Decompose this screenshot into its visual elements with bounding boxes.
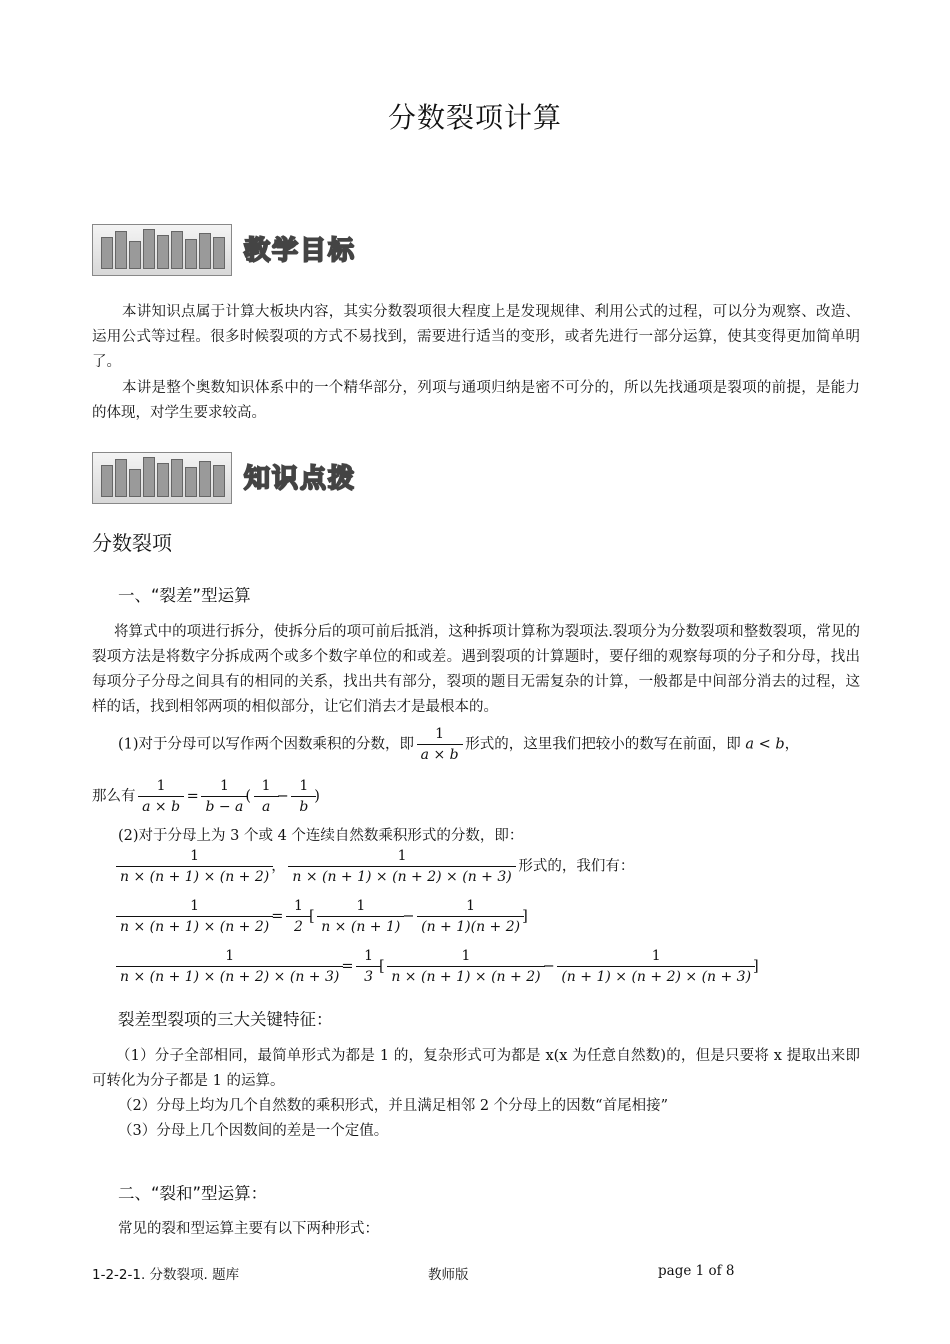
fraction: $\frac{1}{(n + 1) \times (n + 2) \times (n + 3)}$ <box>561 946 751 987</box>
intro-paragraph-2: 本讲是整个奥数知识体系中的一个精华部分，列项与通项归纳是密不可分的，所以先找通项是裂项的前提，是能力的体现，对学生要求较高。 <box>92 380 860 421</box>
fraction: $\frac{1}{(n + 1)(n + 2)}$ <box>421 896 520 937</box>
fraction: $\frac{1}{n \times (n + 1)}$ <box>321 896 400 937</box>
footer-doc-name: 1-2-2-1. 分数裂项. 题库 <box>92 1267 240 1283</box>
key-feature-3: （3）分母上几个因数间的差是一个定值。 <box>118 1123 389 1139</box>
rule-2-forms: $\frac{1}{n \times (n + 1) \times (n + 2)}$ ， $\frac{1}{n \times (n + 1) \times (n + 2) \times (n + 3)}$ 形式的，我们有： <box>118 846 634 887</box>
fraction: $\frac{1}{n \times (n + 1) \times (n + 2)}$ <box>120 846 269 887</box>
fraction: $\frac{1}{a}$ <box>258 776 275 817</box>
formula-3-terms: $\frac{1}{n \times (n + 1) \times (n + 2)}$ = $\frac{1}{2}$ [ $\frac{1}{n \times (n + 1)}$ − $\frac{1}{(n + 1)(n + 2)}$ ] <box>118 896 528 937</box>
fraction: $\frac{1}{n \times (n + 1) \times (n + 2) \times (n + 3)}$ <box>120 946 339 987</box>
rule-2-text-b: 形式的，我们有： <box>518 858 635 875</box>
fraction: $\frac{1}{b}$ <box>295 776 312 817</box>
books-icon <box>92 452 232 504</box>
rule-1-text-a: (1)对于分母可以写作两个因数乘积的分数，即 <box>118 736 415 753</box>
footer-edition: 教师版 <box>428 1267 469 1283</box>
key-features-title: 裂差型裂项的三大关键特征： <box>118 1010 333 1029</box>
subsection-title-sum: 二、“裂和”型运算： <box>118 1184 268 1203</box>
subsection-title-difference: 一、“裂差”型运算 <box>118 586 251 605</box>
banner-label: 知识点拨 <box>244 464 357 494</box>
fraction: $\frac{1}{2}$ <box>290 896 307 937</box>
banner-label: 教学目标 <box>244 236 357 266</box>
rule-1-lead: 那么有 <box>92 788 136 805</box>
key-feature-2: （2）分母上均为几个自然数的乘积形式，并且满足相邻 2 个分母上的因数“首尾相接” <box>118 1098 668 1114</box>
books-icon <box>92 224 232 276</box>
fraction: $\frac{1}{b - a}$ <box>205 776 243 817</box>
formula-4-terms: $\frac{1}{n \times (n + 1) \times (n + 2) \times (n + 3)}$ = $\frac{1}{3}$ [ $\frac{1}{n \times (n + 1) \times (n + 2)}$ − $\frac{1}{(n + 1) \times (n + 2) \times (n + 3)}$ ] <box>118 946 759 987</box>
fraction: $\frac{1}{n \times (n + 1) \times (n + 2) \times (n + 3)}$ <box>292 846 511 887</box>
fraction: $\frac{1}{n \times (n + 1) \times (n + 2)}$ <box>391 946 540 987</box>
difference-paragraph: 将算式中的项进行拆分，使拆分后的项可前后抵消，这种拆项计算称为裂项法.裂项分为分数裂项和整数裂项，常见的裂项方法是将数字分拆成两个或多个数字单位的和或差。遇到裂项的计算题时，要仔细的观察每项的分子和分母，找出每项分子分母之间具有的相同的关系，找出共有部分，裂项的题目无需复杂的计算，一般都是中间部分消去的过程，这样的话，找到相邻两项的相似部分，让它们消去才是最根本的。 <box>92 624 860 715</box>
rule-2-text: (2)对于分母上为 3 个或 4 个连续自然数乘积形式的分数，即： <box>118 828 524 844</box>
section-banner-teaching-goals <box>92 224 382 276</box>
rule-1-formula: 那么有 $\frac{1}{a \times b}$ = $\frac{1}{b - a}$ ( $\frac{1}{a}$ − $\frac{1}{b}$ ) <box>92 778 320 815</box>
page-title: 分数裂项计算 <box>387 101 562 134</box>
fraction: $\frac{1}{3}$ <box>360 946 377 987</box>
intro-paragraph-1: 本讲知识点属于计算大板块内容，其实分数裂项很大程度上是发现规律、利用公式的过程，可以分为观察、改造、运用公式等过程。很多时候裂项的方式不易找到，需要进行适当的变形，或者先进行一部分运算，使其变得更加简单明了。 <box>92 304 860 370</box>
fraction: $\frac{1}{a \times b}$ <box>142 776 180 817</box>
section-title: 分数裂项 <box>92 531 172 555</box>
section-banner-knowledge-points <box>92 452 382 504</box>
key-feature-1: （1）分子全部相同，最简单形式为都是 1 的，复杂形式可为都是 x(x 为任意自然数)的，但是只要将 x 提取出来即可转化为分子都是 1 的运算。 <box>92 1048 860 1089</box>
rule-1-text-b: 形式的，这里我们把较小的数写在前面，即 <box>465 736 741 753</box>
rule-1-condition: a < b <box>745 736 785 753</box>
fraction: $\frac{1}{n \times (n + 1) \times (n + 2)}$ <box>120 896 269 937</box>
sum-paragraph: 常见的裂和型运算主要有以下两种形式： <box>118 1221 379 1237</box>
footer-page-number: page 1 of 8 <box>658 1263 735 1279</box>
fraction-1-over-axb: $\frac{1}{a \times b}$ <box>421 724 459 765</box>
rule-1: (1)对于分母可以写作两个因数乘积的分数，即 $\frac{1}{a \times b}$ 形式的，这里我们把较小的数写在前面，即 a < b， <box>118 726 800 763</box>
